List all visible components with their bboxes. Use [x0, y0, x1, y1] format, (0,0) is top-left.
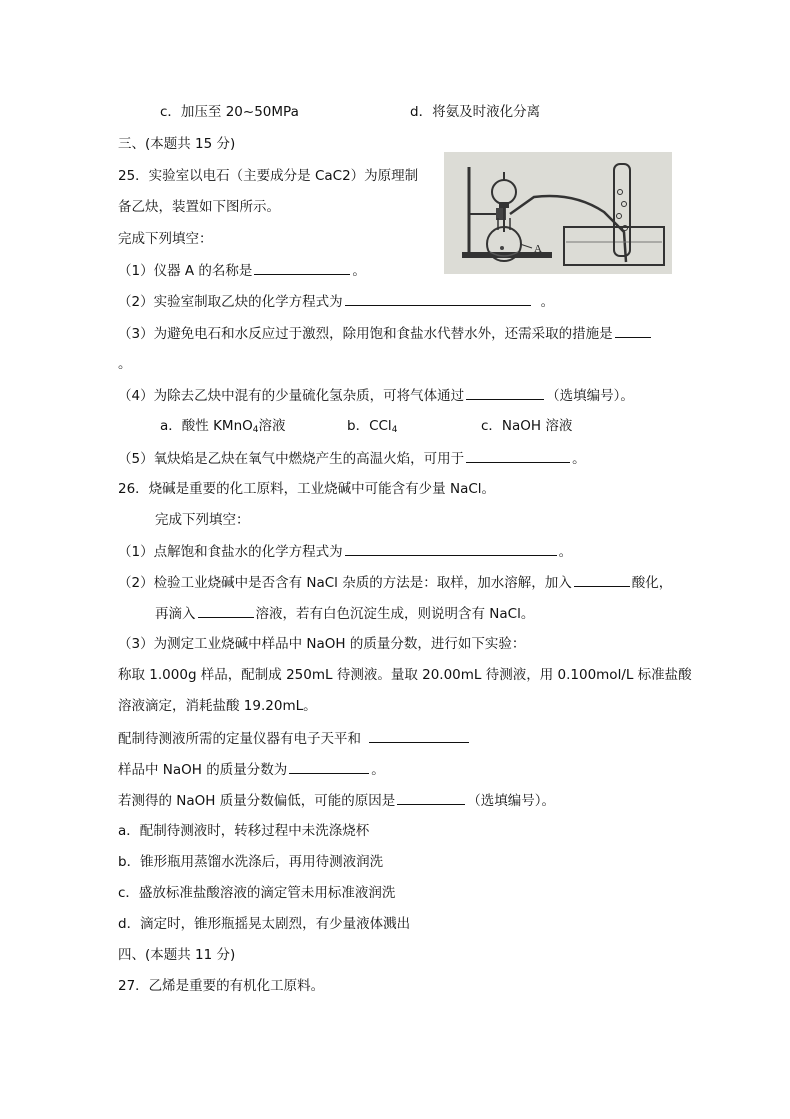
question-25-2: [118, 291, 554, 312]
option-b-text: b．CCl: [347, 418, 392, 434]
period: 。: [371, 762, 385, 778]
subscript: 4: [391, 425, 398, 435]
option-a-text: a．酸性 KMnO: [160, 418, 253, 434]
answer-blank[interactable]: [254, 260, 350, 275]
question-27: 27．乙烯是重要的有机化工原料。: [118, 978, 325, 994]
option-d-liquefy: d．将氨及时液化分离: [410, 104, 541, 120]
answer-blank[interactable]: [289, 759, 369, 774]
fill-instructions: 完成下列填空：: [118, 231, 213, 247]
option-a-kmno4: [160, 416, 285, 440]
fill-instructions-2: 完成下列填空：: [155, 512, 250, 528]
option-b-ccl4: [347, 416, 397, 440]
option-b: b．锥形瓶用蒸馏水洗涤后，再用待测液润洗: [118, 854, 384, 870]
question-25-3-text: （3）为避免电石和水反应过于激烈，除用饱和食盐水代替水外，还需采取的措施是: [118, 326, 613, 342]
answer-blank[interactable]: [466, 448, 570, 463]
question-26-2b-text: 再滴入: [155, 606, 196, 622]
option-c-pressure: c．加压至 20~50MPa: [160, 104, 299, 120]
question-26-3-titration: 溶液滴定，消耗盐酸 19.20mL。: [118, 698, 317, 714]
question-26-1-text: （1）点解饱和食盐水的化学方程式为: [118, 544, 343, 560]
answer-blank[interactable]: [198, 603, 254, 618]
question-26-3-fraction: [118, 759, 385, 780]
question-26-2-acid: 酸化，: [631, 575, 673, 591]
question-26-2b-end: 溶液，若有白色沉淀生成，则说明含有 NaCl。: [255, 606, 535, 622]
question-25-5: [118, 448, 586, 469]
answer-blank[interactable]: [369, 728, 469, 743]
option-c-naoh: c．NaOH 溶液: [481, 418, 573, 434]
question-26-3-instrument: [118, 728, 471, 749]
section-4-heading: 四、(本题共 11 分): [118, 947, 236, 963]
question-26: 26．烧碱是重要的化工原料，工业烧碱中可能含有少量 NaCl。: [118, 481, 496, 497]
option-a-end: 溶液: [258, 418, 286, 434]
question-25-3-end: 。: [118, 356, 132, 372]
section-3-heading: 三、(本题共 15 分): [118, 136, 236, 152]
option-c: c．盛放标准盐酸溶液的滴定管未用标准液润洗: [118, 885, 396, 901]
period: 。: [558, 544, 573, 560]
question-26-1: [118, 541, 572, 562]
period: 。: [352, 263, 366, 279]
question-25-line2: 备乙炔，装置如下图所示。: [118, 199, 280, 215]
question-26-3c-text: 配制待测液所需的定量仪器有电子天平和: [118, 731, 361, 747]
period: 。: [572, 451, 586, 467]
question-26-3: （3）为测定工业烧碱中样品中 NaOH 的质量分数，进行如下实验：: [118, 636, 526, 652]
subscript: 4: [252, 425, 259, 435]
question-26-3-error: [118, 790, 555, 811]
answer-blank[interactable]: [397, 790, 465, 805]
question-26-2-cont: [155, 603, 534, 624]
apparatus-figure: [444, 152, 672, 274]
answer-blank[interactable]: [345, 541, 557, 556]
question-25-4: [118, 385, 634, 406]
question-26-3-procedure: 称取 1.000g 样品，配制成 250mL 待测液。量取 20.00mL 待测液，用 0.100mol/L 标准盐酸: [118, 667, 692, 683]
question-26-2-text: （2）检验工业烧碱中是否含有 NaCl 杂质的方法是：取样，加水溶解，加入: [118, 575, 572, 591]
question-25-3: [118, 323, 653, 344]
question-26-3e-hint: （选填编号）。: [467, 793, 555, 809]
question-26-3d-text: 样品中 NaOH 的质量分数为: [118, 762, 288, 778]
question-25-1: [118, 260, 366, 281]
question-25-4-text: （4）为除去乙炔中混有的少量硫化氢杂质，可将气体通过: [118, 388, 465, 404]
question-25-4-hint: （选填编号）。: [546, 388, 634, 404]
option-a: a．配制待测液时，转移过程中未洗涤烧杯: [118, 823, 370, 839]
question-26-3e-text: 若测得的 NaOH 质量分数偏低，可能的原因是: [118, 793, 396, 809]
answer-blank[interactable]: [345, 291, 531, 306]
acetylene-apparatus-icon: [444, 152, 672, 274]
period: 。: [540, 294, 555, 310]
question-26-2: [118, 572, 672, 593]
option-d: d．滴定时，锥形瓶摇晃太剧烈，有少量液体溅出: [118, 916, 411, 932]
question-25-1-text: （1）仪器 A 的名称是: [118, 263, 253, 279]
answer-blank[interactable]: [574, 572, 630, 587]
question-25-5-text: （5）氧炔焰是乙炔在氧气中燃烧产生的高温火焰，可用于: [118, 451, 465, 467]
question-25-2-text: （2）实验室制取乙炔的化学方程式为: [118, 294, 343, 310]
label-a: A: [534, 243, 542, 255]
answer-blank[interactable]: [615, 323, 651, 338]
answer-blank[interactable]: [466, 385, 544, 400]
question-25-line1: 25．实验室以电石（主要成分是 CaC2）为原理制: [118, 168, 419, 184]
